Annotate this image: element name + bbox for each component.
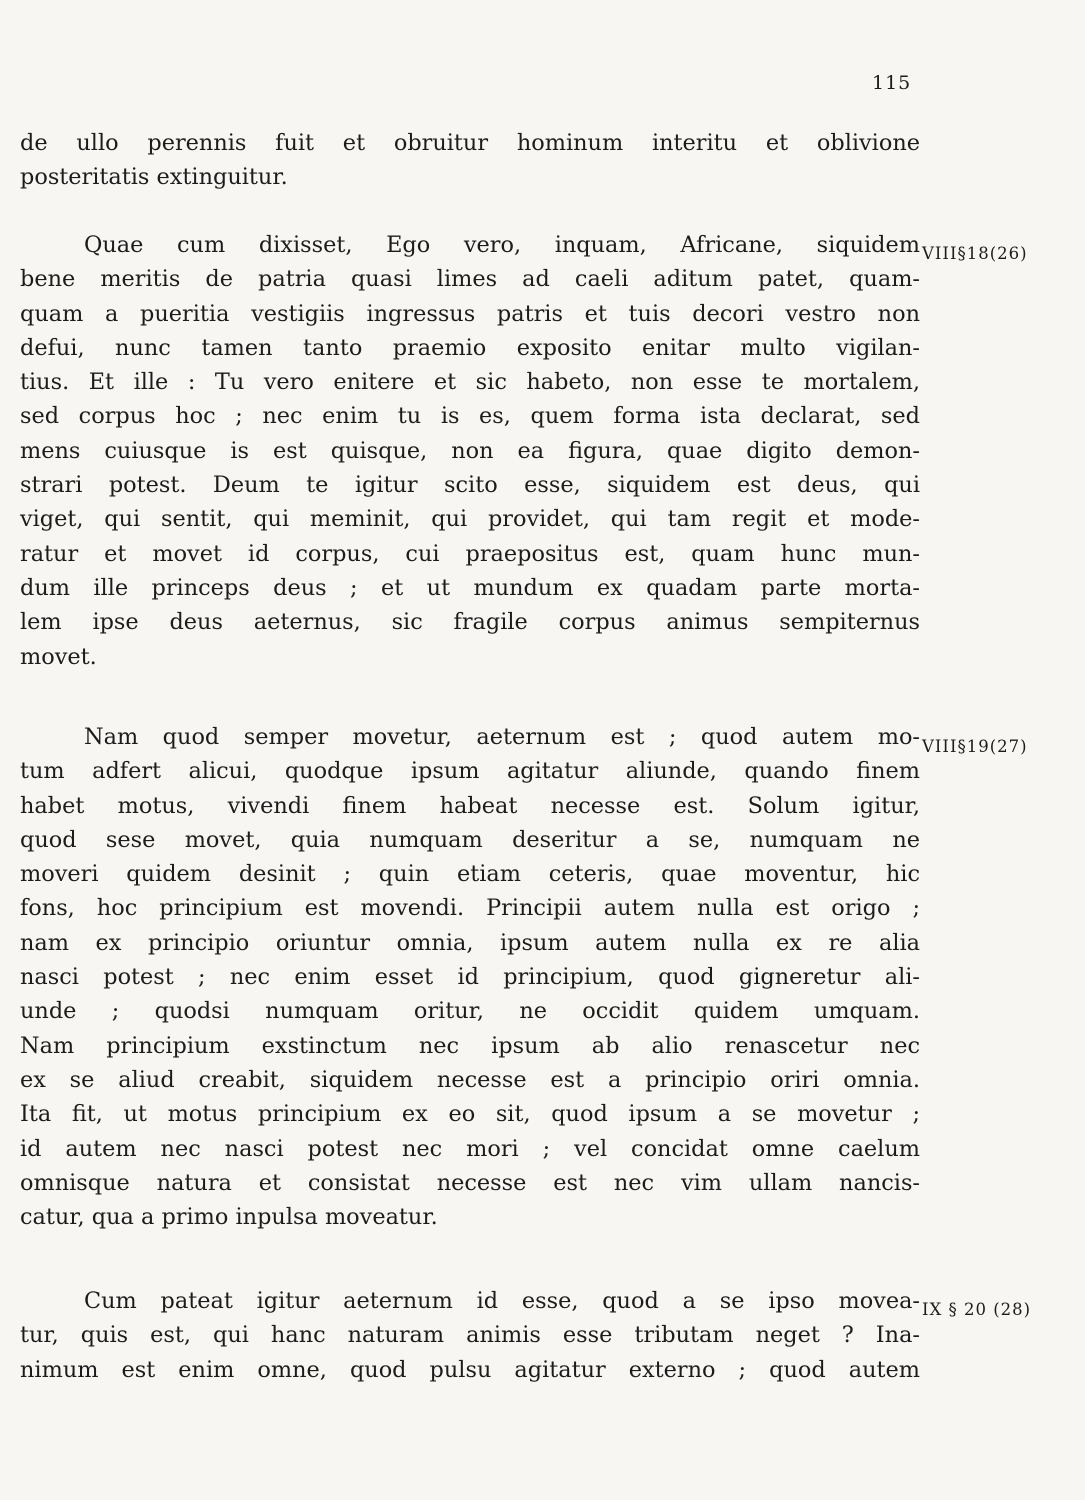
- text-line: fons, hoc principium est movendi. Principii autem nulla est origo ;: [20, 895, 920, 922]
- text-line: id autem nec nasci potest nec mori ; vel concidat omne caelum: [20, 1135, 920, 1162]
- text-line: strari potest. Deum te igitur scito esse, siquidem est deus, qui: [20, 472, 920, 499]
- text-line: ratur et movet id corpus, cui praepositus est, quam hunc mun-: [20, 540, 920, 567]
- text-line: sed corpus hoc ; nec enim tu is es, quem forma ista declarat, sed: [20, 403, 920, 430]
- text-line: tur, quis est, qui hanc naturam animis esse tributam neget ? Ina-: [20, 1322, 920, 1349]
- margin-reference: IX § 20 (28): [922, 1300, 1032, 1319]
- text-line: dum ille princeps deus ; et ut mundum ex quadam parte morta-: [20, 574, 920, 601]
- text-line: viget, qui sentit, qui meminit, qui providet, qui tam regit et mode-: [20, 506, 920, 533]
- text-line: de ullo perennis fuit et obruitur hominum interitu et oblivione: [20, 130, 920, 156]
- text-line: unde ; quodsi numquam oritur, ne occidit quidem umquam.: [20, 998, 920, 1025]
- margin-reference: VIII§18(26): [922, 244, 1028, 263]
- text-line: catur, qua a primo inpulsa moveatur.: [20, 1204, 438, 1231]
- margin-reference: VIII§19(27): [922, 737, 1028, 756]
- text-line: tum adfert alicui, quodque ipsum agitatur aliunde, quando finem: [20, 758, 920, 785]
- text-line: nasci potest ; nec enim esset id principium, quod gigneretur ali-: [20, 964, 920, 991]
- text-line: nam ex principio oriuntur omnia, ipsum autem nulla ex re alia: [20, 929, 920, 956]
- text-line: mens cuiusque is est quisque, non ea figura, quae digito demon-: [20, 437, 920, 464]
- text-line: habet motus, vivendi finem habeat necesse est. Solum igitur,: [20, 792, 920, 819]
- text-line: posteritatis extinguitur.: [20, 164, 288, 191]
- paragraph-4: [20, 1284, 920, 1387]
- text-line: Quae cum dixisset, Ego vero, inquam, Africane, siquidem: [84, 232, 920, 258]
- text-line: quam a pueritia vestigiis ingressus patris et tuis decori vestro non: [20, 300, 920, 327]
- text-line: Nam principium exstinctum nec ipsum ab alio renascetur nec: [20, 1032, 920, 1059]
- paragraph-3: [20, 720, 920, 1234]
- text-line: Nam quod semper movetur, aeternum est ; quod autem mo-: [84, 724, 920, 750]
- text-line: Ita fit, ut motus principium ex eo sit, quod ipsum a se movetur ;: [20, 1101, 920, 1128]
- page-number: 115: [872, 72, 912, 94]
- text-line: omnisque natura et consistat necesse est nec vim ullam nancis-: [20, 1169, 920, 1196]
- text-line: nimum est enim omne, quod pulsu agitatur externo ; quod autem: [20, 1356, 920, 1383]
- text-line: lem ipse deus aeternus, sic fragile corpus animus sempiternus: [20, 609, 920, 636]
- text-line: bene meritis de patria quasi limes ad caeli aditum patet, quam-: [20, 266, 920, 293]
- text-line: quod sese movet, quia numquam deseritur a se, numquam ne: [20, 826, 920, 853]
- text-line: tius. Et ille : Tu vero enitere et sic habeto, non esse te mortalem,: [20, 369, 920, 396]
- text-line: movet.: [20, 643, 97, 670]
- text-line: moveri quidem desinit ; quin etiam ceteris, quae moventur, hic: [20, 861, 920, 888]
- text-line: defui, nunc tamen tanto praemio exposito enitar multo vigilan-: [20, 334, 920, 361]
- text-line: ex se aliud creabit, siquidem necesse est a principio oriri omnia.: [20, 1066, 920, 1093]
- text-line: Cum pateat igitur aeternum id esse, quod a se ipso movea-: [84, 1288, 920, 1314]
- paragraph-2: [20, 228, 920, 674]
- paragraph-1: [20, 126, 920, 195]
